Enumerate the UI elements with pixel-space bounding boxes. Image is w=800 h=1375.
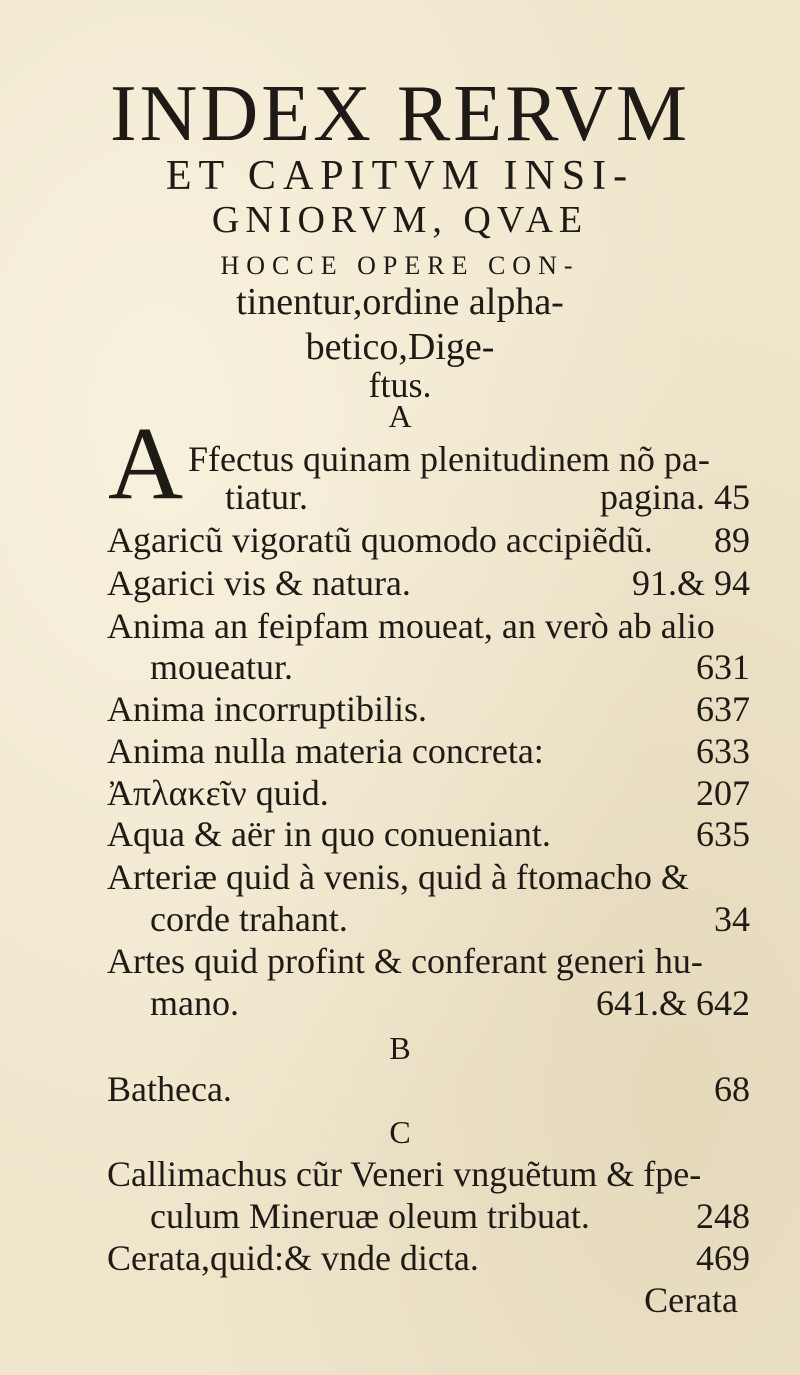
title-line-2: ET CAPITVM INSI-: [165, 153, 635, 199]
title-line-4: HOCCE OPERE CON-: [220, 251, 580, 280]
entry-text: Artes quid profint & conferant generi hu-: [107, 941, 703, 981]
page-ref: 635: [696, 814, 750, 854]
entry-text: tiatur.: [225, 477, 308, 517]
title-line-6: betico,Dige-: [305, 326, 495, 368]
page-ref: pagina. 45: [600, 477, 750, 517]
entry-text: culum Mineruæ oleum tribuat.: [150, 1196, 590, 1236]
entry-text: Ἀπλακεῖν quid.: [107, 773, 329, 813]
title-line-3: GNIORVM, QVAE: [211, 199, 589, 241]
page-ref: 248: [696, 1196, 750, 1236]
page-ref: 641.& 642: [595, 983, 750, 1023]
title-line-1: INDEX RERVM: [110, 70, 690, 158]
page-ref: 68: [714, 1069, 750, 1109]
page-ref: 637: [696, 689, 750, 729]
entry-text: Agarici vis & natura.: [107, 563, 411, 603]
entry-text: Arteriæ quid à venis, quid à ftomacho &: [107, 857, 689, 897]
entry-text: Anima an feipfam moueat, an verò ab alio: [107, 606, 715, 646]
page-ref: 91.& 94: [631, 563, 750, 603]
entry-text: mano.: [150, 983, 239, 1023]
entry-text: moueatur.: [150, 647, 293, 687]
title-line-5: tinentur,ordine alpha-: [236, 281, 564, 323]
section-letter-b: B: [389, 1030, 411, 1066]
page-ref: 207: [696, 773, 750, 813]
entry-text: Agaricũ vigoratũ quomodo accipiẽdũ.: [107, 520, 653, 560]
page-ref: 469: [696, 1238, 750, 1278]
section-letter-a: A: [388, 398, 412, 434]
entry-text: Cerata,quid:& vnde dicta.: [107, 1238, 479, 1278]
entry-text: Ffectus quinam plenitudinem nõ pa-: [188, 439, 710, 479]
page-ref: 631: [696, 647, 750, 687]
catchword: Cerata: [644, 1280, 738, 1320]
entry-text: Anima incorruptibilis.: [107, 689, 427, 729]
entry-text: Callimachus cũr Veneri vnguẽtum & fpe-: [107, 1154, 702, 1194]
section-letter-c: C: [389, 1114, 411, 1150]
title-line-7: ftus.: [368, 365, 432, 405]
drop-cap-a: A: [108, 406, 184, 521]
entry-text: Batheca.: [107, 1069, 232, 1109]
entry-text: Anima nulla materia concreta:: [107, 731, 544, 771]
page-ref: 89: [714, 520, 750, 560]
page-ref: 633: [696, 731, 750, 771]
entry-text: corde trahant.: [150, 899, 348, 939]
entry-text: Aqua & aër in quo conueniant.: [107, 814, 551, 854]
page-ref: 34: [714, 899, 750, 939]
